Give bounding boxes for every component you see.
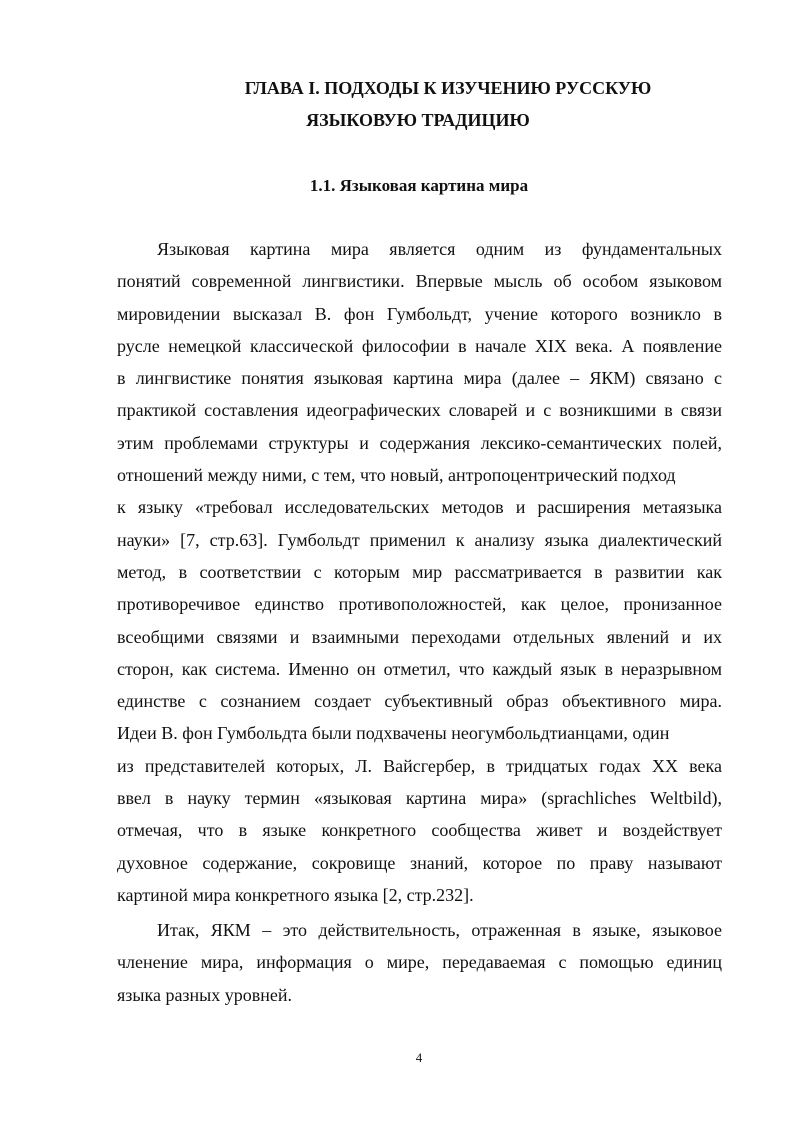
text-line: из представителей которых, Л. Вайсгербер, в тридцатых годах XX века <box>117 755 722 776</box>
text-line: Идеи В. фон Гумбольдта были подхвачены неогумбольдтианцами, один <box>117 723 670 744</box>
text-line: Итак, ЯКМ – это действительность, отраженная в языке, языковое <box>157 920 722 940</box>
text-line: всеобщими связями и взаимными переходами отдельных явлений и их <box>117 626 722 647</box>
text-line: к языку «требовал исследовательских методов и расширения метаязыка <box>117 497 722 518</box>
text-line: сторон, как система. Именно он отметил, что каждый язык в неразрывном <box>117 658 722 679</box>
text-line: членение мира, информация о мире, передаваемая с помощью единиц <box>117 952 722 973</box>
text-line: практикой составления идеографических словарей и с возникшими в связи <box>117 400 722 421</box>
page-number: 4 <box>415 1050 423 1065</box>
text-line: в лингвистике понятия языковая картина мира (далее – ЯКМ) связано с <box>117 368 722 389</box>
section-title: 1.1. Языковая картина мира <box>309 176 529 195</box>
chapter-title-line-1: ГЛАВА I. ПОДХОДЫ К ИЗУЧЕНИЮ РУССКУЮ <box>244 78 652 98</box>
paragraph-1 <box>117 233 722 911</box>
text-line: картиной мира конкретного языка [2, стр.232]. <box>117 884 474 905</box>
text-line: этим проблемами структуры и содержания лексико-семантических полей, <box>117 432 722 453</box>
text-line: ввел в науку термин «языковая картина мира» (sprachliches Weltbild), <box>117 788 722 809</box>
text-line: метод, в соответствии с которым мир рассматривается в развитии как <box>117 561 722 582</box>
text-line: Языковая картина мира является одним из фундаментальных <box>157 239 722 259</box>
text-line: понятий современной лингвистики. Впервые мысль об особом языковом <box>117 271 722 292</box>
text-line: противоречивое единство противоположностей, как целое, пронизанное <box>117 594 722 615</box>
text-line: мировидении высказал В. фон Гумбольдт, учение которого возникло в <box>117 303 722 324</box>
text-line: русле немецкой классической философии в начале XIX века. А появление <box>117 335 722 356</box>
text-line: отмечая, что в языке конкретного сообщества живет и воздействует <box>117 820 722 841</box>
text-line: духовное содержание, сокровище знаний, которое по праву называют <box>117 852 722 873</box>
text-line: языка разных уровней. <box>117 984 293 1005</box>
chapter-title-line-2: ЯЗЫКОВУЮ ТРАДИЦИЮ <box>306 110 530 130</box>
text-line: единстве с сознанием создает субъективный образ объективного мира. <box>117 691 722 712</box>
text-line: науки» [7, стр.63]. Гумбольдт применил к анализу языка диалектический <box>117 529 722 550</box>
text-line: отношений между ними, с тем, что новый, антропоцентрический подход <box>117 465 676 486</box>
paragraph-2 <box>117 914 722 1011</box>
